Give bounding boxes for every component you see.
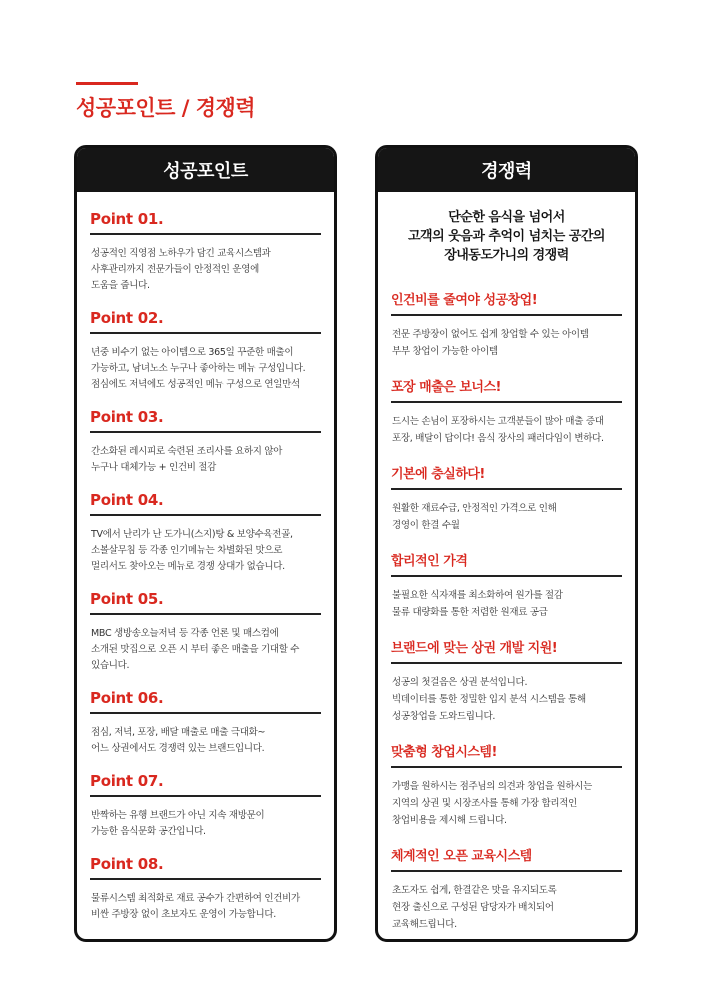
competitiveness-title: 인건비를 줄여야 성공창업! — [391, 289, 622, 316]
point-body: MBC 생방송오늘저녁 등 각종 언론 및 매스컴에 소개된 맛집으로 오픈 시 부터 좋은 매출을 기대할 수 있습니다. — [91, 628, 300, 671]
point-body: 점심, 저녁, 포장, 배달 매출로 매출 극대화~ 어느 상권에서도 경쟁력 있는 브랜드입니다. — [91, 727, 266, 754]
point-body: 간소화된 레시피로 숙련된 조리사를 요하지 않아 누구나 대체가능 + 인건비 절감 — [91, 446, 283, 473]
success-points-header: 성공포인트 — [77, 148, 334, 192]
title-accent-rule — [76, 82, 138, 85]
competitiveness-title: 기본에 충실하다! — [391, 463, 622, 490]
point-item-02 — [90, 309, 321, 393]
success-points-list — [77, 192, 334, 923]
competitiveness-title: 브랜드에 맞는 상권 개발 지원! — [391, 637, 622, 664]
competitiveness-item — [391, 637, 622, 725]
competitiveness-body: 가맹을 원하시는 점주님의 의견과 창업을 원하시는 지역의 상권 및 시장조사를 통해 가장 합리적인 창업비용을 제시해 드립니다. — [392, 781, 593, 826]
competitiveness-item — [391, 376, 622, 447]
page-title: 성공포인트 / 경쟁력 — [76, 96, 256, 120]
point-title: Point 08. — [90, 855, 321, 880]
competitiveness-item — [391, 741, 622, 829]
point-title: Point 03. — [90, 408, 321, 433]
point-title: Point 02. — [90, 309, 321, 334]
point-title: Point 01. — [90, 210, 321, 235]
competitiveness-body: 성공의 첫걸음은 상권 분석입니다. 빅데이터를 통한 정밀한 입지 분석 시스템을 통해 성공창업을 도와드립니다. — [392, 677, 586, 722]
success-points-panel — [74, 145, 337, 942]
point-body: 성공적인 직영점 노하우가 담긴 교육시스템과 사후관리까지 전문가들이 안정적인 운영에 도움을 줍니다. — [91, 248, 271, 291]
point-item-05 — [90, 590, 321, 674]
point-item-04 — [90, 491, 321, 575]
point-body: 물류시스템 최적화로 재료 공수가 간편하여 인건비가 비싼 주방장 없이 초보자도 운영이 가능합니다. — [91, 893, 300, 920]
competitiveness-body: 전문 주방장이 없어도 쉽게 창업할 수 있는 아이템 부부 창업이 가능한 아이템 — [392, 329, 589, 357]
point-title: Point 05. — [90, 590, 321, 615]
competitiveness-item — [391, 845, 622, 933]
point-item-03 — [90, 408, 321, 476]
competitiveness-item — [391, 289, 622, 360]
point-item-08 — [90, 855, 321, 923]
competitiveness-title: 맞춤형 창업시스템! — [391, 741, 622, 768]
competitiveness-body: 원활한 재료수급, 안정적인 가격으로 인해 경영이 한결 수월 — [392, 503, 557, 531]
point-title: Point 07. — [90, 772, 321, 797]
competitiveness-title: 체계적인 오픈 교육시스템 — [391, 845, 622, 872]
competitiveness-intro: 단순한 음식을 넘어서 고객의 웃음과 추억이 넘치는 공간의 장내동도가니의 경쟁력 — [408, 210, 605, 263]
competitiveness-item — [391, 463, 622, 534]
competitiveness-list — [378, 265, 635, 933]
competitiveness-title: 합리적인 가격 — [391, 550, 622, 577]
point-body: 반짝하는 유행 브랜드가 아닌 지속 재방문이 가능한 음식문화 공간입니다. — [91, 810, 265, 837]
competitiveness-item — [391, 550, 622, 621]
point-item-01 — [90, 210, 321, 294]
point-item-06 — [90, 689, 321, 757]
point-item-07 — [90, 772, 321, 840]
point-title: Point 04. — [90, 491, 321, 516]
competitiveness-panel — [375, 145, 638, 942]
competitiveness-body: 불필요한 식자재를 최소화하여 원가를 절감 물류 대량화를 통한 저렴한 원재료 공급 — [392, 590, 563, 618]
point-body: TV에서 난리가 난 도가니(스지)탕 & 보양수육전골, 소볼살무침 등 각종 인기메뉴는 차별화된 맛으로 멀리서도 찾아오는 메뉴로 경쟁 상대가 없습니다. — [91, 529, 293, 572]
competitiveness-body: 드시는 손님이 포장하시는 고객분들이 많아 매출 증대 포장, 배달이 답이다! 음식 장사의 패러다임이 변하다. — [392, 416, 604, 444]
point-body: 년중 비수기 없는 아이템으로 365일 꾸준한 매출이 가능하고, 남녀노소 누구나 좋아하는 메뉴 구성입니다. 점심에도 저녁에도 성공적인 메뉴 구성으로 연일만석 — [91, 347, 306, 390]
competitiveness-title: 포장 매출은 보너스! — [391, 376, 622, 403]
competitiveness-header: 경쟁력 — [378, 148, 635, 192]
competitiveness-body: 초도자도 쉽게, 한결같은 맛을 유지되도록 현장 출신으로 구성된 담당자가 배치되어 교육해드립니다. — [392, 885, 557, 930]
point-title: Point 06. — [90, 689, 321, 714]
